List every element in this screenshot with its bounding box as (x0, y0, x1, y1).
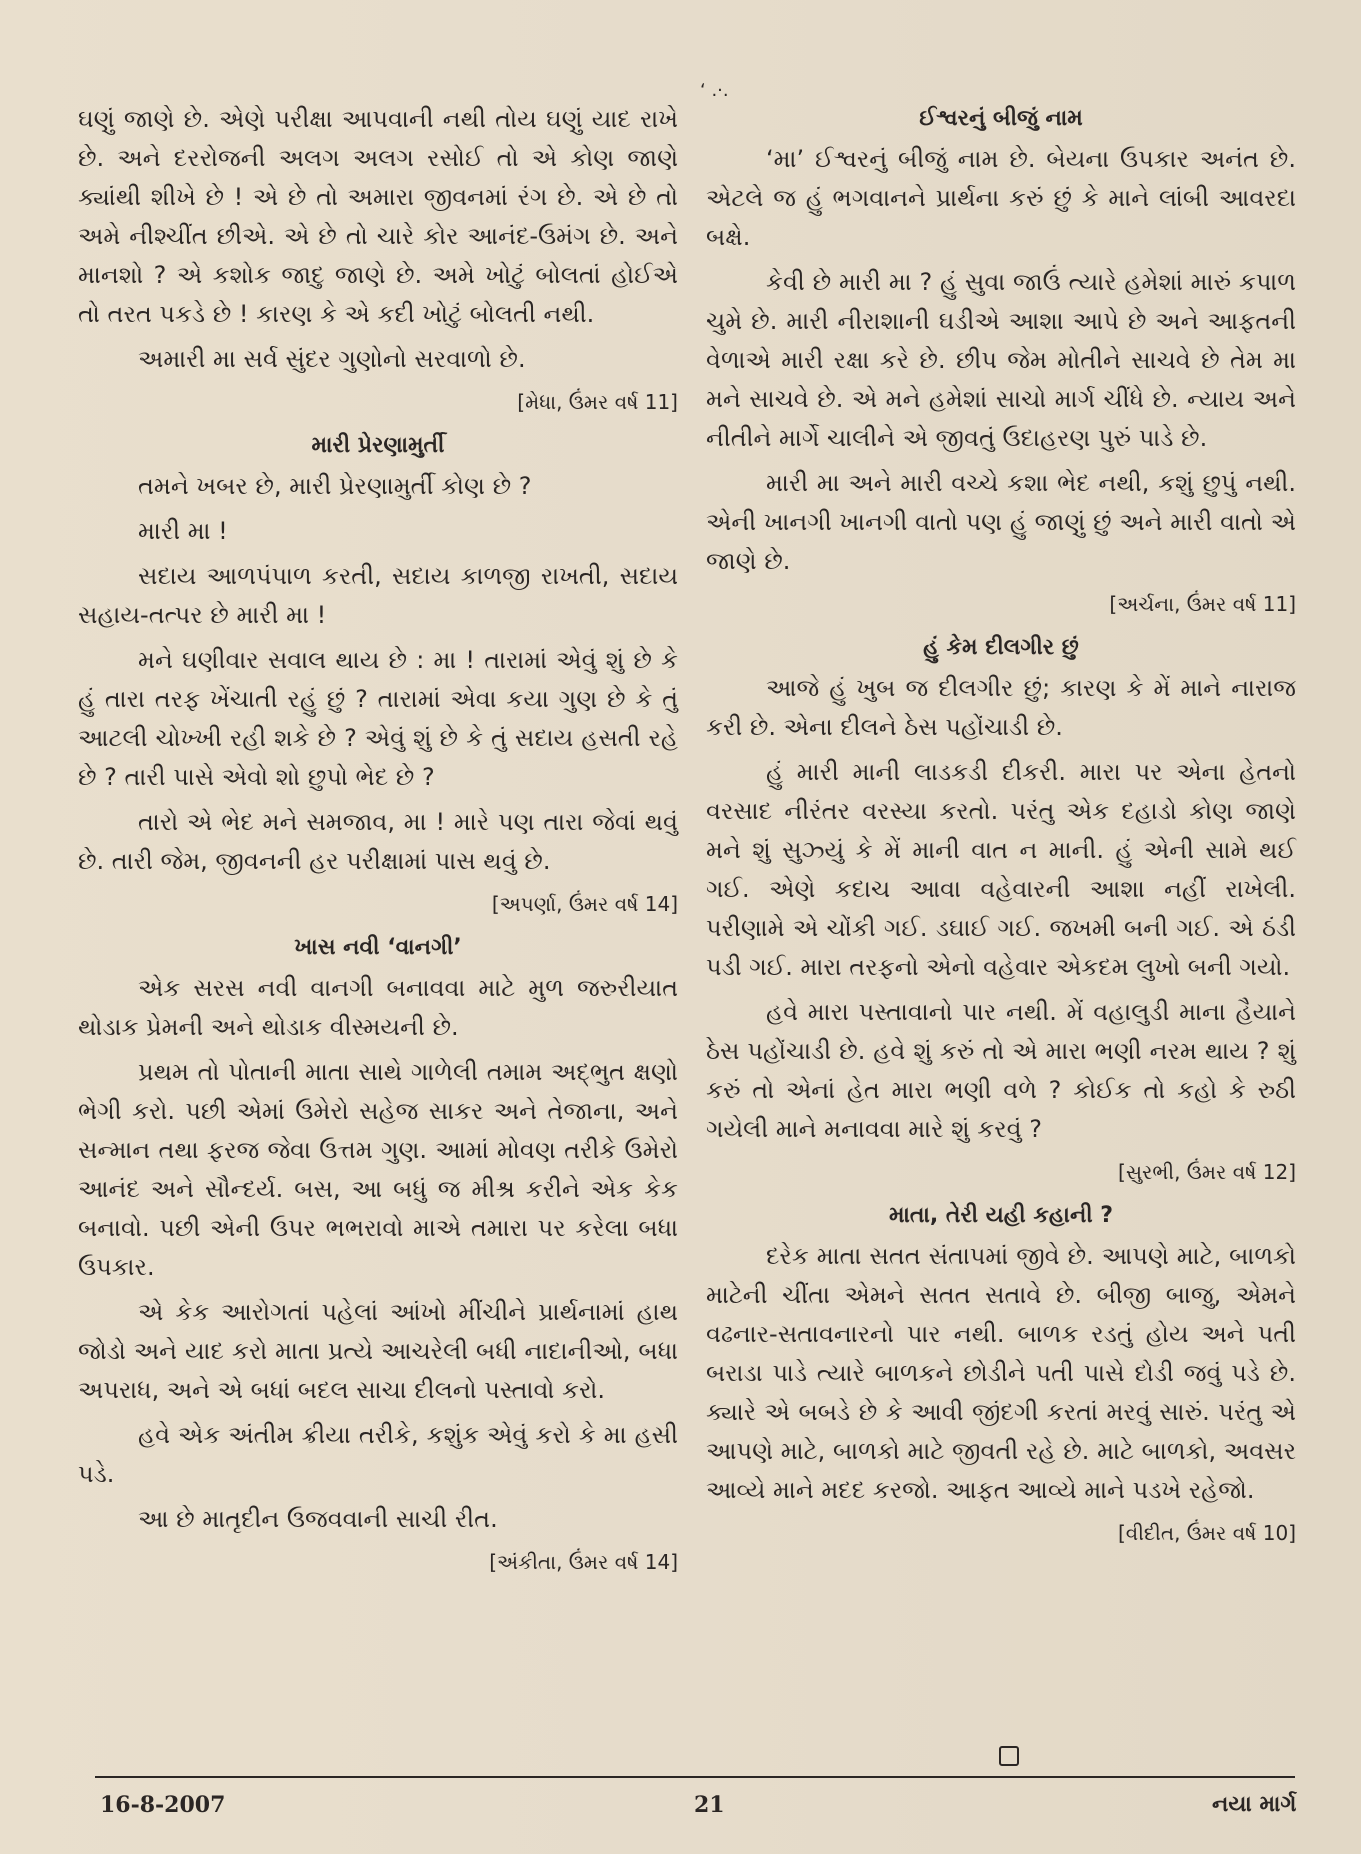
paragraph: પ્રથમ તો પોતાની માતા સાથે ગાળેલી તમામ અદ્ભુત ક્ષણો ભેગી કરો. પછી એમાં ઉમેરો સહેજ સાકર અને તેજાના, અને સન્માન તથા ફરજ જેવા ઉત્તમ ગુણ. આમાં મોવણ તરીકે ઉમેરો આનંદ અને સૌન્દર્ય. બસ, આ બધું જ મીશ્ર કરીને એક કેક બનાવો. પછી એની ઉપર ભભરાવો માએ તમારા પર કરેલા બધા ઉપકાર. (78, 1058, 678, 1281)
end-of-article-square-icon (999, 1746, 1019, 1766)
author-signature: [સુરભી, ઉંમર વર્ષ 12] (1118, 1160, 1296, 1184)
print-specks: ʻ .·. (700, 80, 729, 101)
paragraph: હવે મારા પસ્તાવાનો પાર નથી. મેં વહાલુડી માના હૈયાને ઠેસ પહોંચાડી છે. હવે શું કરું તો એ મારા ભણી નરમ થાય ? શું કરું તો એનાં હેત મારા ભણી વળે ? કોઈક તો કહો કે રુઠી ગયેલી માને મનાવવા મારે શું કરવું ? (706, 998, 1296, 1143)
paragraph: તમને ખબર છે, મારી પ્રેરણામુર્તી કોણ છે ? (138, 472, 532, 500)
footer-date: 16-8-2007 (100, 1792, 226, 1818)
paragraph: સદાય આળપંપાળ કરતી, સદાય કાળજી રાખતી, સદાય સહાય-તત્પર છે મારી મા ! (78, 562, 678, 629)
left-column (78, 100, 678, 1591)
author-signature: [અર્ચના, ઉંમર વર્ષ 11] (1109, 592, 1296, 616)
author-signature: [વીદીત, ઉંમર વર્ષ 10] (1117, 1521, 1296, 1545)
paragraph: ‘મા’ ઈશ્વરનું બીજું નામ છે. બેયના ઉપકાર અનંત છે. એટલે જ હું ભગવાનને પ્રાર્થના કરું છું કે માને લાંબી આવરદા બક્ષે. (706, 145, 1296, 251)
paragraph: એક સરસ નવી વાનગી બનાવવા માટે મુળ જરુરીયાત થોડાક પ્રેમની અને થોડાક વીસ્મયની છે. (78, 974, 678, 1041)
paragraph: આજે હું ખુબ જ દીલગીર છું; કારણ કે મેં માને નારાજ કરી છે. એના દીલને ઠેસ પહોંચાડી છે. (706, 674, 1296, 741)
paragraph: અમારી મા સર્વ સુંદર ગુણોનો સરવાળો છે. (138, 345, 526, 373)
paragraph: મારી મા ! (138, 517, 228, 545)
section-heading: માતા, તેરી યહી કહાની ? (888, 1203, 1114, 1228)
author-signature: [અંકીતા, ઉંમર વર્ષ 14] (489, 1550, 678, 1574)
section-heading: હું કેમ દીલગીર છું (923, 635, 1079, 660)
section-heading: મારી પ્રેરણામુર્તી (311, 433, 445, 458)
section-heading: ઈશ્વરનું બીજું નામ (919, 106, 1083, 131)
paragraph: હવે એક અંતીમ ક્રીયા તરીકે, કશુંક એવું કરો કે મા હસી પડે. (78, 1421, 678, 1488)
author-signature: [અપર્ણા, ઉંમર વર્ષ 14] (491, 892, 678, 916)
paragraph: ઘણું જાણે છે. એણે પરીક્ષા આપવાની નથી તોય ઘણું યાદ રાખે છે. અને દરરોજની અલગ અલગ રસોઈ તો એ કોણ જાણે ક્યાંથી શીખે છે ! એ છે તો અમારા જીવનમાં રંગ છે. એ છે તો અમે નીશ્ચીંત છીએ. એ છે તો ચારે કોર આનંદ-ઉમંગ છે. અને માનશો ? એ કશોક જાદુ જાણે છે. અમે ખોટું બોલતાં હોઈએ તો તરત પકડે છે ! કારણ કે એ કદી ખોટું બોલતી નથી. (78, 105, 678, 328)
magazine-name: નયા માર્ગ (1212, 1792, 1297, 1817)
author-signature: [મેધા, ઉંમર વર્ષ 11] (517, 390, 678, 414)
paragraph: હું મારી માની લાડકડી દીકરી. મારા પર એના હેતનો વરસાદ નીરંતર વરસ્યા કરતો. પરંતુ એક દહાડો કોણ જાણે મને શું સુઝ્યું કે મેં માની વાત ન માની. હું એની સામે થઈ ગઈ. એણે કદાચ આવા વહેવારની આશા નહીં રાખેલી. પરીણામે એ ચોંકી ગઈ. ડઘાઈ ગઈ. જખમી બની ગઈ. એ ઠંડી પડી ગઈ. મારા તરફનો એનો વહેવાર એકદમ લુખો બની ગયો. (706, 758, 1296, 981)
page-number: 21 (694, 1792, 725, 1818)
paragraph: મને ઘણીવાર સવાલ થાય છે : મા ! તારામાં એવું શું છે કે હું તારા તરફ ખેંચાતી રહું છું ? તારામાં એવા કયા ગુણ છે કે તું આટલી ચોખ્ખી રહી શકે છે ? એવું શું છે કે તું સદાય હસતી રહે છે ? તારી પાસે એવો શો છુપો ભેદ છે ? (78, 646, 678, 791)
right-column (706, 104, 1296, 1562)
paragraph: કેવી છે મારી મા ? હું સુવા જાઉં ત્યારે હમેશાં મારું કપાળ ચુમે છે. મારી નીરાશાની ઘડીએ આશા આપે છે અને આફતની વેળાએ મારી રક્ષા કરે છે. છીપ જેમ મોતીને સાચવે છે તેમ મા મને સાચવે છે. એ મને હમેશાં સાચો માર્ગ ચીંધે છે. ન્યાય અને નીતીને માર્ગે ચાલીને એ જીવતું ઉદાહરણ પુરું પાડે છે. (706, 268, 1296, 452)
paragraph: આ છે માતૃદીન ઉજવવાની સાચી રીત. (138, 1505, 498, 1533)
paragraph: મારી મા અને મારી વચ્ચે કશા ભેદ નથી, કશું છુપું નથી. એની ખાનગી ખાનગી વાતો પણ હું જાણું છું અને મારી વાતો એ જાણે છે. (706, 469, 1296, 575)
paragraph: એ કેક આરોગતાં પહેલાં આંખો મીંચીને પ્રાર્થનામાં હાથ જોડો અને યાદ કરો માતા પ્રત્યે આચરેલી બધી નાદાનીઓ, બધા અપરાધ, અને એ બધાં બદલ સાચા દીલનો પસ્તાવો કરો. (78, 1298, 678, 1404)
paragraph: દરેક માતા સતત સંતાપમાં જીવે છે. આપણે માટે, બાળકો માટેની ચીંતા એમને સતત સતાવે છે. બીજી બાજુ, એમને વઢનાર-સતાવનારનો પાર નથી. બાળક રડતું હોય અને પતી બરાડા પાડે ત્યારે બાળકને છોડીને પતી પાસે દોડી જવું પડે છે. ક્યારે એ બબડે છે કે આવી જીંદગી કરતાં મરવું સારું. પરંતુ એ આપણે માટે, બાળકો માટે જીવતી રહે છે. માટે બાળકો, અવસર આવ્યે માને મદદ કરજો. આફત આવ્યે માને પડખે રહેજો. (706, 1242, 1296, 1504)
section-heading: ખાસ નવી ‘વાનગી’ (294, 935, 462, 960)
paragraph: તારો એ ભેદ મને સમજાવ, મા ! મારે પણ તારા જેવાં થવું છે. તારી જેમ, જીવનની હર પરીક્ષામાં પાસ થવું છે. (78, 808, 678, 875)
footer-divider (95, 1776, 1295, 1778)
